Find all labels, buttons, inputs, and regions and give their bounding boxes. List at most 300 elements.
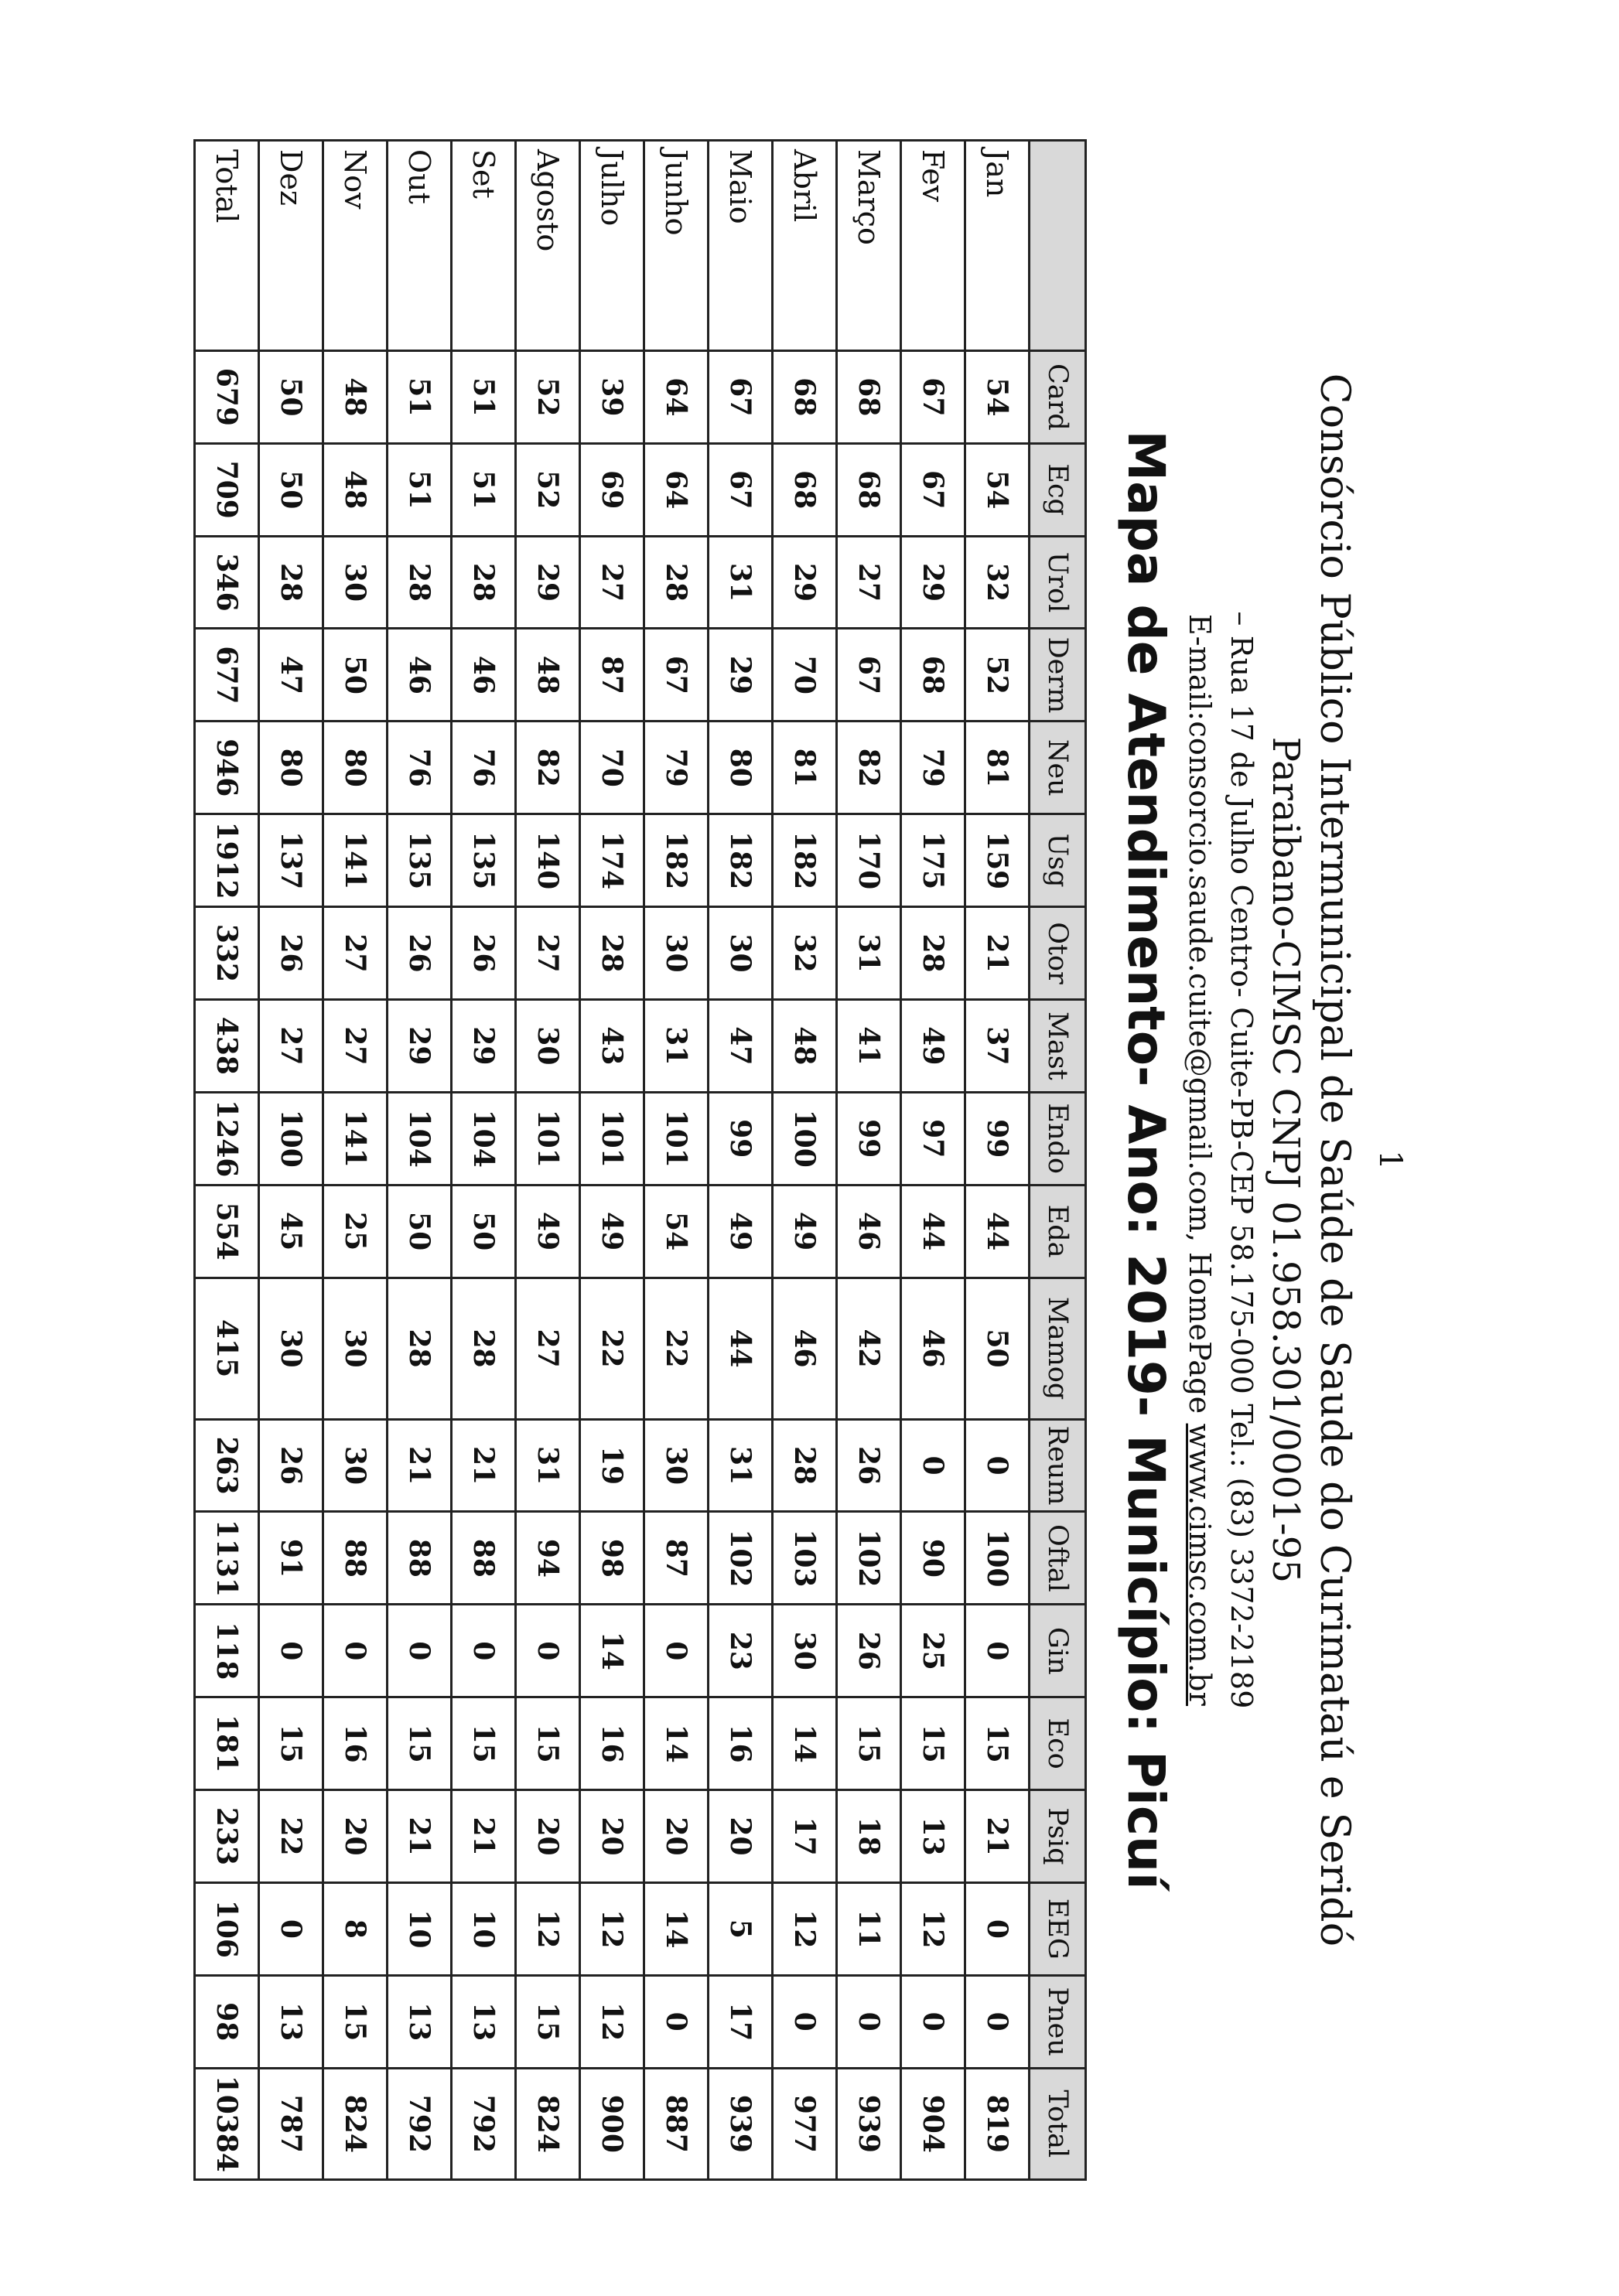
table-cell: 81 [965,722,1030,814]
table-cell: 26 [259,1419,323,1512]
table-cell: 101 [516,1092,580,1185]
table-cell: 50 [323,629,388,722]
table-cell: 30 [644,907,709,1000]
table-cell: 106 [195,1882,259,1975]
table-cell: 25 [901,1605,965,1697]
table-cell: 22 [580,1278,644,1419]
organization-contact [1183,139,1217,2181]
table-cell: 102 [709,1512,773,1605]
document-header [1118,139,1450,2181]
table-cell: 28 [901,907,965,1000]
table-cell: 0 [388,1605,452,1697]
table-row [901,141,965,2180]
homepage-link[interactable]: www.cimsc.com.br [1183,1423,1217,1707]
table-cell: 30 [323,1278,388,1419]
table-cell: 819 [965,2068,1030,2179]
row-label: Agosto [516,141,580,351]
table-cell: 21 [388,1419,452,1512]
table-cell: 82 [516,722,580,814]
row-label: Dez [259,141,323,351]
table-cell: 21 [388,1790,452,1883]
header-cell: Mast [1030,999,1086,1092]
table-cell: 80 [709,722,773,814]
table-cell: 37 [965,999,1030,1092]
table-cell: 52 [965,629,1030,722]
table-cell: 27 [837,536,901,629]
table-cell: 100 [773,1092,837,1185]
table-cell: 28 [388,536,452,629]
table-cell: 67 [644,629,709,722]
table-cell: 46 [773,1278,837,1419]
table-cell: 175 [901,814,965,907]
table-cell: 28 [452,536,516,629]
table-cell: 792 [452,2068,516,2179]
header-cell: Ecg [1030,443,1086,536]
table-cell: 0 [965,1605,1030,1697]
table-cell: 977 [773,2068,837,2179]
table-cell: 13 [452,1975,516,2068]
table-cell: 554 [195,1185,259,1278]
table-cell: 39 [580,350,644,443]
table-cell: 29 [901,536,965,629]
table-cell: 23 [709,1605,773,1697]
table-cell: 15 [452,1697,516,1790]
table-cell: 15 [259,1697,323,1790]
table-cell: 49 [580,1185,644,1278]
table-cell: 98 [580,1512,644,1605]
table-cell: 15 [516,1975,580,2068]
table-cell: 104 [452,1092,516,1185]
header-cell: Reum [1030,1419,1086,1512]
table-cell: 887 [644,2068,709,2179]
table-cell: 30 [773,1605,837,1697]
table-cell: 19 [580,1419,644,1512]
table-cell: 50 [452,1185,516,1278]
table-cell: 20 [580,1790,644,1883]
table-cell: 332 [195,907,259,1000]
table-cell: 103 [773,1512,837,1605]
table-cell: 68 [901,629,965,722]
table-cell: 50 [259,443,323,536]
table-cell: 104 [388,1092,452,1185]
table-cell: 79 [901,722,965,814]
table-cell: 27 [516,1278,580,1419]
table-cell: 946 [195,722,259,814]
table-cell: 22 [259,1790,323,1883]
table-cell: 10 [388,1882,452,1975]
page-number: 1 [1372,1150,1408,1170]
table-cell: 54 [644,1185,709,1278]
table-cell: 12 [901,1882,965,1975]
table-cell: 709 [195,443,259,536]
table-cell: 26 [837,1419,901,1512]
header-row [1030,141,1086,2180]
table-cell: 135 [452,814,516,907]
table-cell: 90 [901,1512,965,1605]
table-body [195,141,1030,2180]
table-cell: 18 [837,1790,901,1883]
header-cell: Derm [1030,629,1086,722]
table-cell: 27 [516,907,580,1000]
table-cell: 99 [965,1092,1030,1185]
table-cell: 263 [195,1419,259,1512]
table-cell: 21 [452,1419,516,1512]
table-row [773,141,837,2180]
table-cell: 21 [452,1790,516,1883]
table-cell: 12 [580,1882,644,1975]
table-cell: 70 [773,629,837,722]
table-cell: 787 [259,2068,323,2179]
table-cell: 20 [644,1790,709,1883]
table-row [388,141,452,2180]
table-cell: 79 [644,722,709,814]
table-cell: 52 [516,443,580,536]
header-cell: Psiq [1030,1790,1086,1883]
table-cell: 46 [452,629,516,722]
table-cell: 21 [965,907,1030,1000]
table-cell: 677 [195,629,259,722]
table-cell: 48 [516,629,580,722]
table-cell: 20 [323,1790,388,1883]
table-cell: 47 [709,999,773,1092]
table-cell: 15 [323,1975,388,2068]
table-cell: 12 [580,1975,644,2068]
row-label: Junho [644,141,709,351]
table-cell: 1912 [195,814,259,907]
header-cell: Otor [1030,907,1086,1000]
table-cell: 42 [837,1278,901,1419]
table-cell: 51 [388,443,452,536]
table-cell: 51 [452,350,516,443]
table-row [965,141,1030,2180]
table-row [580,141,644,2180]
table-cell: 20 [709,1790,773,1883]
table-cell: 50 [259,350,323,443]
header-cell: Eco [1030,1697,1086,1790]
table-cell: 51 [388,350,452,443]
table-cell: 68 [773,350,837,443]
table-cell: 1246 [195,1092,259,1185]
table-cell: 68 [837,350,901,443]
attendance-table [193,139,1087,2181]
table-cell: 49 [709,1185,773,1278]
table-cell: 27 [323,999,388,1092]
table-cell: 13 [901,1790,965,1883]
table-cell: 28 [580,907,644,1000]
table-cell: 29 [709,629,773,722]
header-cell: Gin [1030,1605,1086,1697]
table-cell: 98 [195,1975,259,2068]
table-cell: 52 [516,350,580,443]
table-cell: 27 [259,999,323,1092]
table-cell: 26 [837,1605,901,1697]
table-cell: 69 [580,443,644,536]
table-cell: 101 [644,1092,709,1185]
header-cell: Pneu [1030,1975,1086,2068]
table-cell: 0 [965,1419,1030,1512]
table-cell: 46 [837,1185,901,1278]
header-cell: Eda [1030,1185,1086,1278]
table-cell: 16 [709,1697,773,1790]
table-cell: 48 [323,350,388,443]
table-cell: 15 [965,1697,1030,1790]
table-cell: 14 [580,1605,644,1697]
table-cell: 14 [644,1697,709,1790]
header-cell: Urol [1030,536,1086,629]
table-cell: 30 [709,907,773,1000]
table-cell: 0 [837,1975,901,2068]
table-cell: 54 [965,350,1030,443]
table-cell: 44 [965,1185,1030,1278]
table-cell: 46 [901,1278,965,1419]
table-cell: 679 [195,350,259,443]
header-cell: Usg [1030,814,1086,907]
table-cell: 49 [516,1185,580,1278]
table-cell: 67 [709,350,773,443]
table-cell: 141 [323,1092,388,1185]
table-cell: 50 [965,1278,1030,1419]
table-cell: 939 [709,2068,773,2179]
table-cell: 12 [516,1882,580,1975]
table-cell: 87 [644,1512,709,1605]
table-cell: 29 [516,536,580,629]
table-cell: 900 [580,2068,644,2179]
table-cell: 174 [580,814,644,907]
table-cell: 141 [323,814,388,907]
table-cell: 28 [644,536,709,629]
table-cell: 44 [901,1185,965,1278]
table-cell: 1131 [195,1512,259,1605]
table-cell: 76 [452,722,516,814]
table-cell: 28 [259,536,323,629]
table-cell: 67 [709,443,773,536]
row-label: Nov [323,141,388,351]
table-cell: 792 [388,2068,452,2179]
table-row [259,141,323,2180]
table-cell: 11 [837,1882,901,1975]
table-cell: 182 [644,814,709,907]
header-cell: Oftal [1030,1512,1086,1605]
table-cell: 64 [644,443,709,536]
header-cell: EEG [1030,1882,1086,1975]
table-cell: 135 [388,814,452,907]
table-cell: 100 [259,1092,323,1185]
table-cell: 118 [195,1605,259,1697]
header-cell: Total [1030,2068,1086,2179]
email-text: E-mail:consorcio.saude.cuite@gmail.com, HomePage [1183,613,1217,1424]
table-cell: 64 [644,350,709,443]
table-cell: 80 [259,722,323,814]
row-label: Maio [709,141,773,351]
table-cell: 88 [452,1512,516,1605]
table-cell: 415 [195,1278,259,1419]
table-row [516,141,580,2180]
table-cell: 0 [644,1975,709,2068]
table-cell: 99 [837,1092,901,1185]
table-cell: 101 [580,1092,644,1185]
table-cell: 45 [259,1185,323,1278]
table-cell: 16 [323,1697,388,1790]
organization-cnpj: Paraibano-CIMSC CNPJ 01.958.301/0001-95 [1264,736,1307,1584]
table-cell: 46 [388,629,452,722]
table-cell: 31 [644,999,709,1092]
row-label: Abril [773,141,837,351]
table-cell: 16 [580,1697,644,1790]
table-cell: 10 [452,1882,516,1975]
table-cell: 32 [965,536,1030,629]
table-cell: 47 [259,629,323,722]
header-cell: Card [1030,350,1086,443]
table-cell: 22 [644,1278,709,1419]
table-cell: 28 [388,1278,452,1419]
table-cell: 140 [516,814,580,907]
table-cell: 30 [259,1278,323,1419]
table-cell: 67 [837,629,901,722]
table-cell: 32 [773,907,837,1000]
table-cell: 182 [773,814,837,907]
table-cell: 68 [773,443,837,536]
table-row [709,141,773,2180]
table-cell: 15 [388,1697,452,1790]
table-cell: 81 [773,722,837,814]
table-cell: 181 [195,1697,259,1790]
table-cell: 13 [388,1975,452,2068]
table-cell: 31 [516,1419,580,1512]
table-cell: 97 [901,1092,965,1185]
organization-address: – Rua 17 de Julho Centro- Cuite-PB-CEP 58.175-000 Tel.: (83) 3372-2189 [1224,611,1259,1709]
row-label: Out [388,141,452,351]
table-cell: 31 [709,1419,773,1512]
header-cell: Mamog [1030,1278,1086,1419]
table-row [644,141,709,2180]
table-cell: 0 [965,1975,1030,2068]
table-cell: 26 [388,907,452,1000]
table-cell: 170 [837,814,901,907]
table-cell: 0 [773,1975,837,2068]
table-cell: 88 [388,1512,452,1605]
table-cell: 99 [709,1092,773,1185]
table-cell: 159 [965,814,1030,907]
header-cell: Neu [1030,722,1086,814]
table-cell: 12 [773,1882,837,1975]
table-cell: 0 [323,1605,388,1697]
table-cell: 30 [644,1419,709,1512]
table-cell: 68 [837,443,901,536]
table-cell: 15 [901,1697,965,1790]
table-cell: 31 [709,536,773,629]
table-cell: 51 [452,443,516,536]
table-cell: 0 [901,1975,965,2068]
table-cell: 49 [773,1185,837,1278]
row-label: Jan [965,141,1030,351]
table-cell: 13 [259,1975,323,2068]
table-cell: 87 [580,629,644,722]
table-cell: 31 [837,907,901,1000]
total-row [195,141,259,2180]
table-cell: 17 [709,1975,773,2068]
table-cell: 94 [516,1512,580,1605]
table-cell: 0 [965,1882,1030,1975]
table-cell: 824 [516,2068,580,2179]
table-cell: 17 [773,1790,837,1883]
table-cell: 10384 [195,2068,259,2179]
table-cell: 48 [773,999,837,1092]
table-cell: 27 [580,536,644,629]
table-cell: 76 [388,722,452,814]
table-cell: 939 [837,2068,901,2179]
table-cell: 43 [580,999,644,1092]
table-cell: 100 [965,1512,1030,1605]
table-row [452,141,516,2180]
table-cell: 30 [323,1419,388,1512]
table-cell: 0 [259,1882,323,1975]
header-cell: Endo [1030,1092,1086,1185]
table-cell: 91 [259,1512,323,1605]
document-title: Mapa de Atendimento- Ano: 2019- Município: Picuí [1116,430,1176,1890]
table-cell: 0 [644,1605,709,1697]
table-cell: 67 [901,443,965,536]
table-cell: 182 [709,814,773,907]
table-cell: 438 [195,999,259,1092]
table-cell: 26 [452,907,516,1000]
table-cell: 14 [773,1697,837,1790]
table-cell: 29 [773,536,837,629]
table-cell: 29 [452,999,516,1092]
table-cell: 0 [259,1605,323,1697]
table-header [1030,141,1086,2180]
table-cell: 137 [259,814,323,907]
row-label: Set [452,141,516,351]
table-cell: 44 [709,1278,773,1419]
table-cell: 27 [323,907,388,1000]
table-cell: 67 [901,350,965,443]
table-cell: 15 [837,1697,901,1790]
table-cell: 25 [323,1185,388,1278]
row-label: Julho [580,141,644,351]
table-cell: 28 [773,1419,837,1512]
table-cell: 102 [837,1512,901,1605]
table-cell: 14 [644,1882,709,1975]
table-cell: 26 [259,907,323,1000]
table-cell: 29 [388,999,452,1092]
table-cell: 41 [837,999,901,1092]
table-cell: 904 [901,2068,965,2179]
table-cell: 5 [709,1882,773,1975]
row-label: Fev [901,141,965,351]
organization-name: Consórcio Público Intermunicipal de Saúde de Saude do Curimataú e Seridó [1311,373,1358,1947]
table-cell: 28 [452,1278,516,1419]
row-label: Março [837,141,901,351]
row-label: Total [195,141,259,351]
table-cell: 88 [323,1512,388,1605]
table-cell: 30 [516,999,580,1092]
table-cell: 824 [323,2068,388,2179]
table-cell: 346 [195,536,259,629]
table-cell: 15 [516,1697,580,1790]
table-cell: 0 [901,1419,965,1512]
table-cell: 21 [965,1790,1030,1883]
table-cell: 50 [388,1185,452,1278]
table-row [837,141,901,2180]
table-cell: 0 [516,1605,580,1697]
table-cell: 49 [901,999,965,1092]
table-cell: 8 [323,1882,388,1975]
table-cell: 54 [965,443,1030,536]
table-cell: 20 [516,1790,580,1883]
rotated-document-page [197,139,1450,2181]
table-cell: 82 [837,722,901,814]
table-cell: 30 [323,536,388,629]
